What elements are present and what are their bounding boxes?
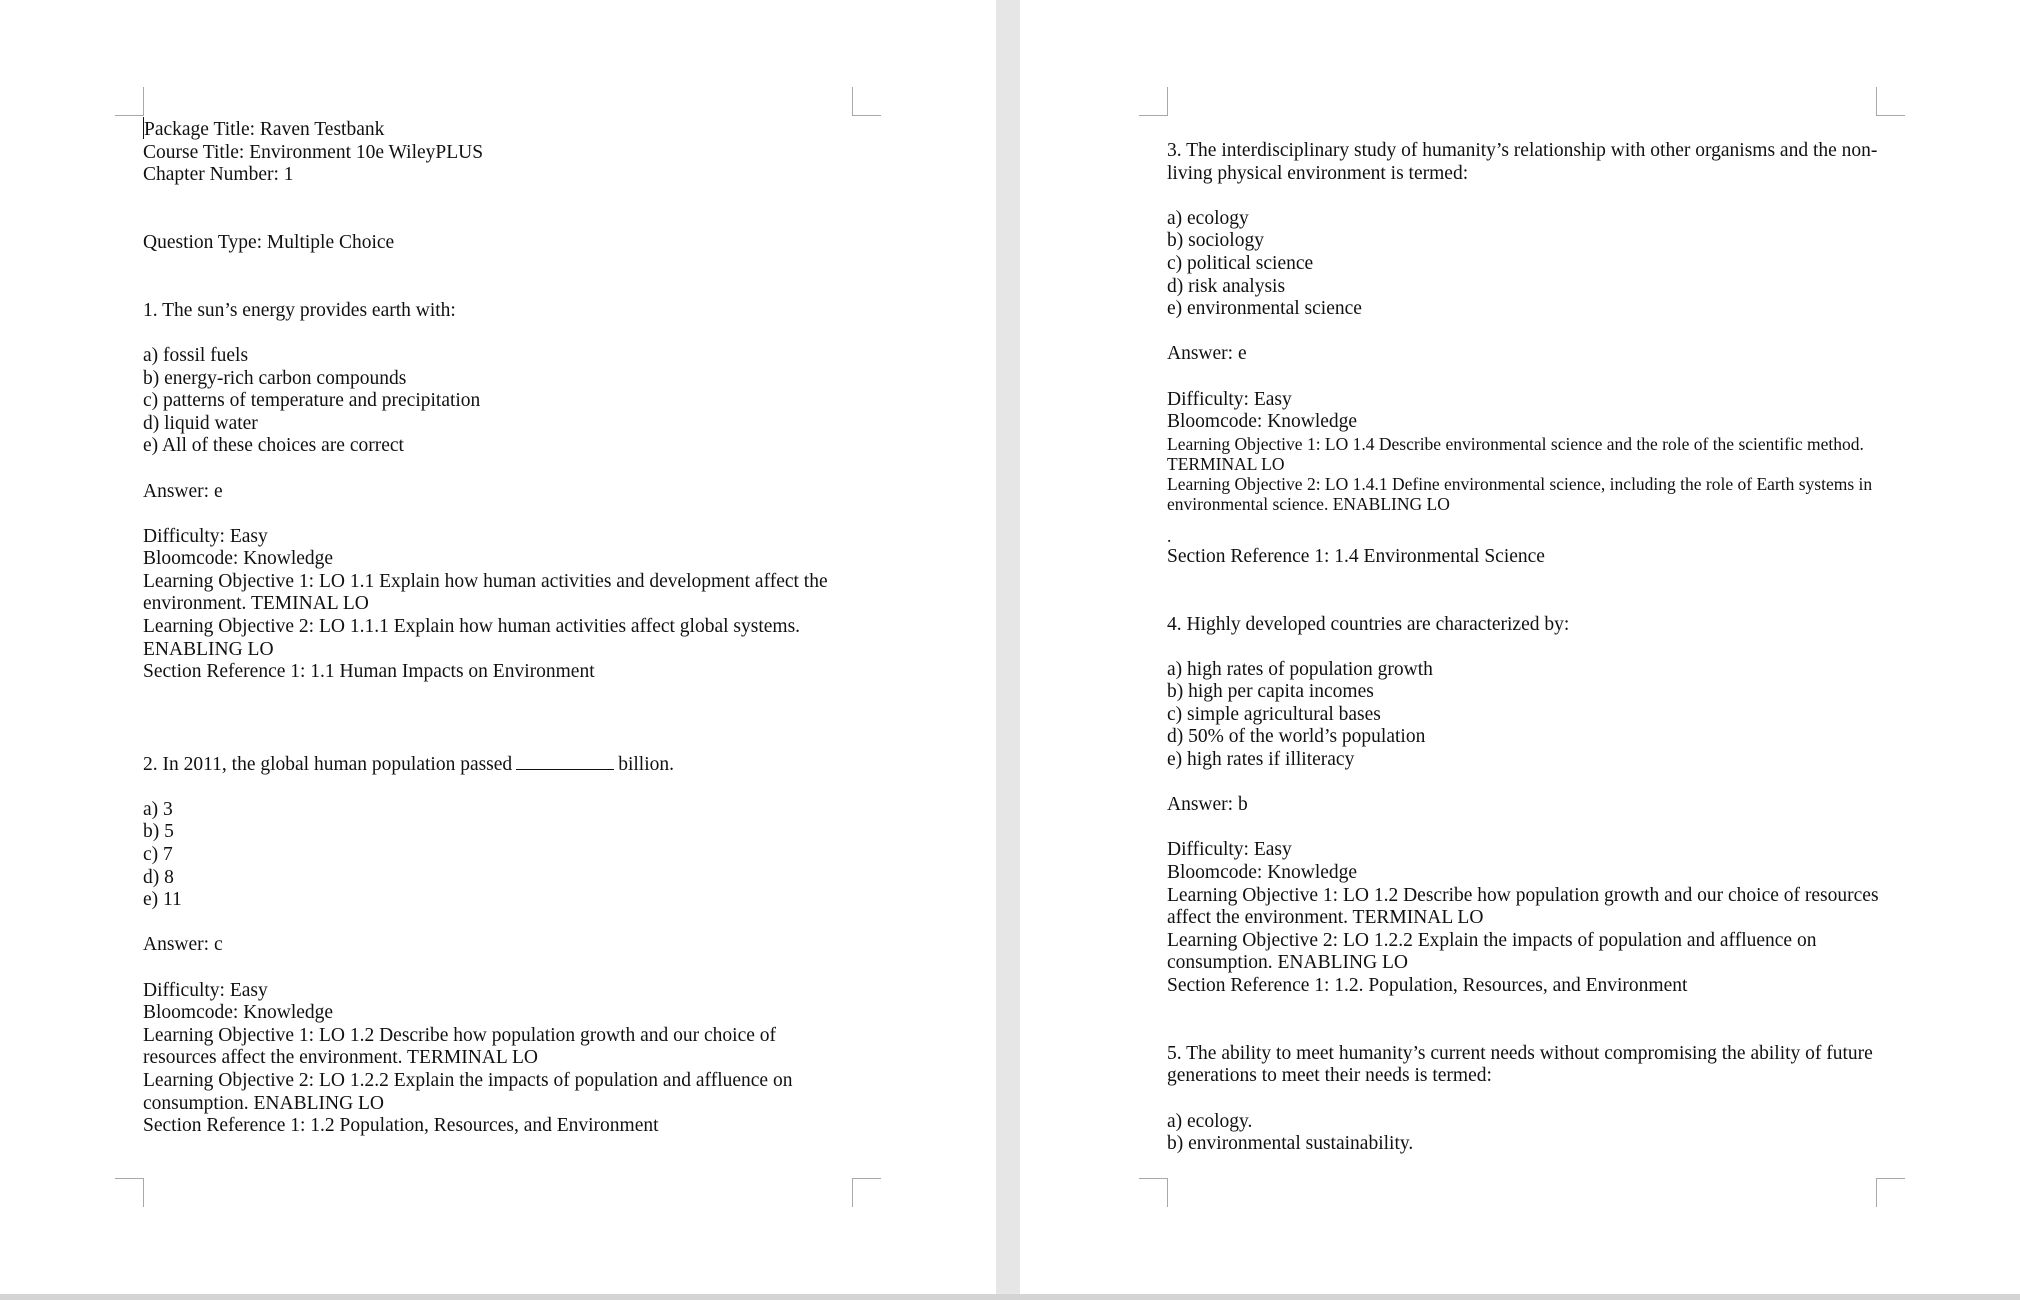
chapter-number: Chapter Number: 1 (143, 164, 294, 186)
crop-mark-top-left (115, 87, 144, 116)
document-page-right[interactable] (1020, 0, 2020, 1294)
q2-difficulty: Difficulty: Easy (143, 979, 268, 1001)
q2-choice-d: d) 8 (143, 866, 174, 888)
q5-choice-a: a) ecology. (1167, 1110, 1253, 1132)
q3-choice-a: a) ecology (1167, 207, 1249, 229)
q1-difficulty: Difficulty: Easy (143, 525, 268, 547)
q3-learning-objective-1: Learning Objective 1: LO 1.4 Describe environmental science and the role of the scientific method. TERMINAL LO (1167, 433, 1864, 474)
q4-choice-d: d) 50% of the world’s population (1167, 726, 1426, 748)
q3-choice-d: d) risk analysis (1167, 275, 1286, 297)
q2-learning-objective-2: Learning Objective 2: LO 1.2.2 Explain the impacts of population and affluence on consumption. ENABLING LO (143, 1069, 793, 1114)
page-text-right[interactable] (1167, 140, 1887, 1156)
q1-answer: Answer: e (143, 480, 223, 502)
q3-choice-c: c) political science (1167, 252, 1314, 274)
crop-mark-bottom-left (115, 1178, 144, 1207)
q1-learning-objective-1: Learning Objective 1: LO 1.1 Explain how human activities and development affect the environment. TEMINAL LO (143, 570, 828, 615)
q1-section-reference: Section Reference 1: 1.1 Human Impacts on Environment (143, 661, 595, 683)
q2-bloomcode: Bloomcode: Knowledge (143, 1002, 334, 1024)
question-3: 3. The interdisciplinary study of humanity’s relationship with other organisms and the non-living physical environment is termed: (1167, 140, 1878, 184)
q1-choice-b: b) energy-rich carbon compounds (143, 367, 407, 389)
q3-difficulty: Difficulty: Easy (1167, 388, 1292, 410)
q4-bloomcode: Bloomcode: Knowledge (1167, 862, 1358, 884)
q2-learning-objective-1: Learning Objective 1: LO 1.2 Describe how population growth and our choice of resources affect the environment. TERMINAL LO (143, 1024, 777, 1069)
q4-choice-e: e) high rates if illiteracy (1167, 749, 1355, 771)
q3-section-reference: Section Reference 1: 1.4 Environmental Science (1167, 545, 1545, 567)
q2-choice-c: c) 7 (143, 844, 173, 865)
workspace-bottom-edge (0, 1294, 2020, 1300)
package-title: Package Title: Raven Testbank (144, 119, 385, 140)
q1-choice-e: e) All of these choices are correct (143, 435, 404, 457)
question-1: 1. The sun’s energy provides earth with: (143, 299, 456, 321)
q1-learning-objective-2: Learning Objective 2: LO 1.1.1 Explain how human activities affect global systems. ENABLING LO (143, 616, 801, 660)
q4-choice-b: b) high per capita incomes (1167, 681, 1374, 703)
question-5: 5. The ability to meet humanity’s current needs without compromising the ability of future generations to meet their needs is termed: (1167, 1042, 1873, 1087)
q4-learning-objective-2: Learning Objective 2: LO 1.2.2 Explain the impacts of population and affluence on consumption. ENABLING LO (1167, 929, 1817, 974)
question-4: 4. Highly developed countries are characterized by: (1167, 613, 1570, 635)
q1-choice-c: c) patterns of temperature and precipitation (143, 390, 481, 412)
q3-answer: Answer: e (1167, 343, 1247, 365)
crop-mark-top-right (1876, 87, 1905, 116)
crop-mark-bottom-left (1139, 1178, 1168, 1207)
crop-mark-bottom-right (852, 1178, 881, 1207)
q1-choice-a: a) fossil fuels (143, 344, 249, 366)
course-title: Course Title: Environment 10e WileyPLUS (143, 141, 484, 163)
question-type: Question Type: Multiple Choice (143, 231, 395, 253)
q2-section-reference: Section Reference 1: 1.2 Population, Resources, and Environment (143, 1115, 659, 1137)
q2-choice-a: a) 3 (143, 798, 173, 820)
q4-answer: Answer: b (1167, 794, 1248, 816)
q2-choice-b: b) 5 (143, 821, 174, 843)
q2-answer: Answer: c (143, 934, 223, 956)
crop-mark-top-right (852, 87, 881, 116)
crop-mark-top-left (1139, 87, 1168, 116)
q1-choice-d: d) liquid water (143, 412, 258, 434)
stray-period: . (1167, 525, 1172, 546)
crop-mark-bottom-right (1876, 1178, 1905, 1207)
q5-choice-b: b) environmental sustainability. (1167, 1133, 1414, 1155)
q4-difficulty: Difficulty: Easy (1167, 839, 1292, 861)
q3-bloomcode: Bloomcode: Knowledge (1167, 411, 1358, 433)
q4-section-reference: Section Reference 1: 1.2. Population, Resources, and Environment (1167, 975, 1688, 996)
q3-choice-e: e) environmental science (1167, 298, 1362, 320)
page-text-left[interactable] (143, 117, 843, 1138)
q4-choice-c: c) simple agricultural bases (1167, 703, 1381, 725)
q2-choice-e: e) 11 (143, 889, 182, 911)
document-page-left[interactable] (0, 0, 996, 1294)
q4-learning-objective-1: Learning Objective 1: LO 1.2 Describe how population growth and our choice of resources affect the environment. TERMINAL LO (1167, 884, 1879, 929)
q1-bloomcode: Bloomcode: Knowledge (143, 548, 334, 570)
question-2: 2. In 2011, the global human population passed billion. (143, 753, 674, 775)
fill-in-blank (516, 752, 614, 770)
q3-choice-b: b) sociology (1167, 230, 1264, 252)
q4-choice-a: a) high rates of population growth (1167, 658, 1433, 680)
q3-learning-objective-2: Learning Objective 2: LO 1.4.1 Define environmental science, including the role of Earth systems in environmental science. ENABLING LO (1167, 473, 1873, 514)
